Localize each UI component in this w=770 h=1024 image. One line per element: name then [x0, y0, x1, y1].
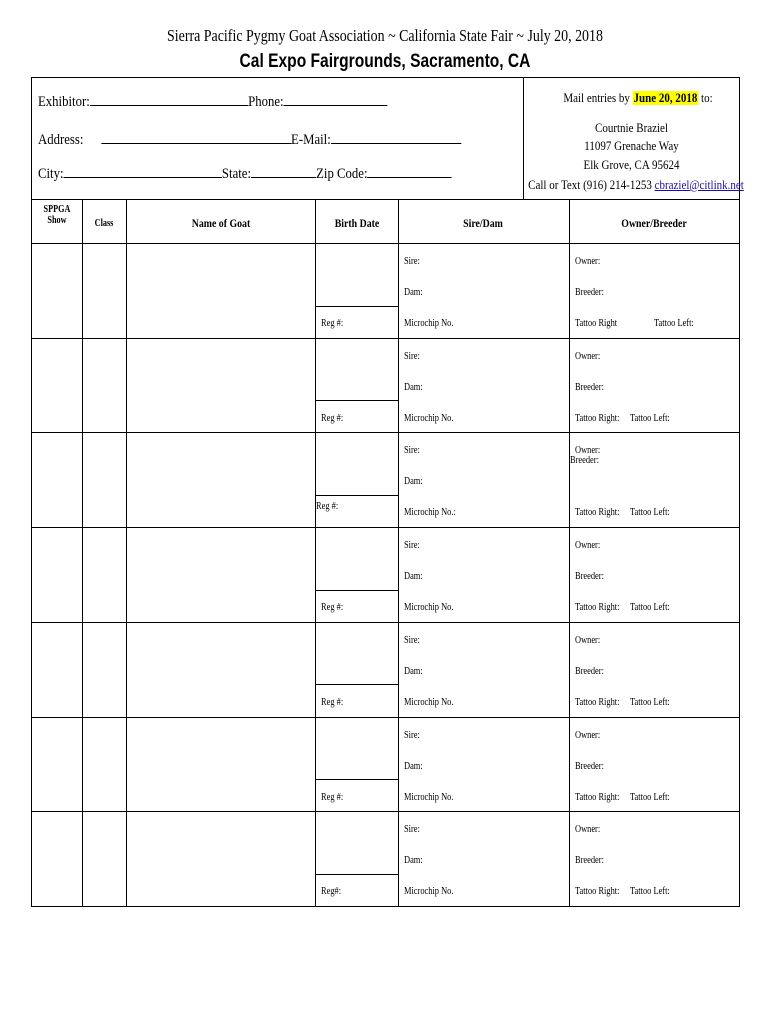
tattoo-left-label: Tattoo Left:: [630, 792, 670, 803]
form-title: Sierra Pacific Pygmy Goat Association ~ California State Fair ~ July 20, 2018: [167, 26, 603, 45]
birth-date-cell[interactable]: [316, 433, 398, 495]
mail-box-divider: [523, 77, 524, 200]
email-field[interactable]: [331, 131, 461, 144]
goat-name-cell[interactable]: [127, 623, 315, 716]
breeder-label: Breeder:: [575, 666, 604, 677]
show-cell[interactable]: [32, 244, 82, 337]
dam-label: Dam:: [404, 666, 423, 677]
state-label: State:: [221, 166, 252, 182]
reg-number-label: Reg #:: [321, 318, 344, 329]
breeder-label: Breeder:: [575, 855, 604, 866]
class-cell[interactable]: [83, 433, 126, 526]
recipient-name: Courtnie Braziel: [594, 121, 669, 135]
birth-date-cell[interactable]: [316, 528, 398, 590]
sire-label: Sire:: [404, 824, 420, 835]
birth-date-underline: [315, 779, 399, 780]
goat-name-cell[interactable]: [127, 528, 315, 621]
microchip-label: Microchip No.: [404, 697, 454, 708]
mail-deadline-line: [550, 91, 726, 106]
tattoo-left-label: Tattoo Left:: [630, 602, 670, 613]
microchip-label: Microchip No.: [404, 413, 454, 424]
microchip-label: Microchip No.: [404, 602, 454, 613]
sire-label: Sire:: [404, 635, 420, 646]
exhibitor-field[interactable]: [90, 93, 248, 106]
header-birth: Birth Date: [334, 216, 380, 230]
goat-name-cell[interactable]: [127, 433, 315, 526]
row-divider: [31, 906, 740, 907]
tattoo-left-label: Tattoo Left:: [630, 413, 670, 424]
tattoo-right-label: Tattoo Right:: [575, 507, 620, 518]
birth-date-cell[interactable]: [316, 718, 398, 780]
goat-name-cell[interactable]: [127, 244, 315, 337]
mail-prefix: Mail entries by: [563, 91, 630, 105]
owner-label: Owner:: [575, 730, 601, 741]
class-cell[interactable]: [83, 528, 126, 621]
header-class: Class: [94, 218, 114, 229]
city-field[interactable]: [64, 165, 222, 178]
breeder-label: Breeder:: [575, 761, 604, 772]
birth-date-underline: [315, 495, 399, 496]
class-cell[interactable]: [83, 718, 126, 811]
dam-label: Dam:: [404, 382, 423, 393]
show-cell[interactable]: [32, 528, 82, 621]
phone-label: Phone:: [248, 94, 284, 110]
goat-name-cell[interactable]: [127, 339, 315, 432]
class-cell[interactable]: [83, 623, 126, 716]
zip-field[interactable]: [368, 165, 452, 178]
goat-name-cell[interactable]: [127, 718, 315, 811]
microchip-label: Microchip No.: [404, 318, 454, 329]
tattoo-right-label: Tattoo Right:: [575, 886, 620, 897]
city-label: City:: [38, 166, 64, 182]
tattoo-left-label: Tattoo Left:: [654, 318, 694, 329]
address-field[interactable]: [101, 131, 291, 144]
reg-number-label: Reg #:: [321, 792, 344, 803]
tattoo-right-label: Tattoo Right:: [575, 697, 620, 708]
tattoo-left-label: Tattoo Left:: [630, 507, 670, 518]
class-cell[interactable]: [83, 244, 126, 337]
address-label: Address:: [38, 132, 84, 148]
form-right-border: [739, 77, 740, 906]
sire-label: Sire:: [404, 540, 420, 551]
contact-email-link[interactable]: cbraziel@citlink.net: [654, 178, 744, 192]
column-divider: [569, 199, 570, 906]
contact-line: [528, 178, 744, 193]
breeder-label: Breeder:: [575, 571, 604, 582]
dam-label: Dam:: [404, 761, 423, 772]
contact-phone: Call or Text (916) 214-1253: [528, 178, 652, 192]
birth-date-underline: [315, 306, 399, 307]
breeder-label: Breeder:: [575, 287, 604, 298]
birth-date-underline: [315, 590, 399, 591]
reg-number-label: Reg #:: [316, 501, 339, 512]
microchip-label: Microchip No.:: [404, 507, 456, 518]
show-cell[interactable]: [32, 433, 82, 526]
state-field[interactable]: [251, 165, 316, 178]
recipient-city: Elk Grove, CA 95624: [583, 158, 680, 172]
sire-label: Sire:: [404, 445, 420, 456]
breeder-label: Breeder:: [575, 382, 604, 393]
deadline-date: June 20, 2018: [633, 91, 698, 105]
tattoo-right-label: Tattoo Right:: [575, 792, 620, 803]
show-cell[interactable]: [32, 718, 82, 811]
tattoo-left-label: Tattoo Left:: [630, 697, 670, 708]
owner-label: Owner:: [575, 824, 601, 835]
tattoo-right-label: Tattoo Right: [575, 318, 618, 329]
birth-date-cell[interactable]: [316, 623, 398, 685]
tattoo-right-label: Tattoo Right:: [575, 602, 620, 613]
city-line[interactable]: [38, 165, 452, 183]
info-box-top-border: [31, 77, 740, 78]
goat-name-cell[interactable]: [127, 812, 315, 905]
owner-label: Owner:: [575, 351, 601, 362]
sire-label: Sire:: [404, 256, 420, 267]
birth-date-cell[interactable]: [316, 812, 398, 874]
header-sire-dam: Sire/Dam: [463, 216, 503, 230]
microchip-label: Microchip No.: [404, 792, 454, 803]
show-cell[interactable]: [32, 339, 82, 432]
tattoo-right-label: Tattoo Right:: [575, 413, 620, 424]
dam-label: Dam:: [404, 287, 423, 298]
dam-label: Dam:: [404, 855, 423, 866]
dam-label: Dam:: [404, 571, 423, 582]
owner-label: Owner:: [575, 635, 601, 646]
mail-suffix: to:: [701, 91, 713, 105]
owner-label: Owner:: [575, 256, 601, 267]
birth-date-underline: [315, 874, 399, 875]
recipient-street: 11097 Grenache Way: [584, 139, 679, 153]
show-cell[interactable]: [32, 623, 82, 716]
breeder-label: Breeder:: [570, 455, 599, 466]
phone-field[interactable]: [284, 93, 388, 106]
reg-number-label: Reg #:: [321, 602, 344, 613]
info-box-bottom-border: [31, 199, 740, 200]
header-name: Name of Goat: [191, 216, 251, 230]
sire-label: Sire:: [404, 730, 420, 741]
birth-date-cell[interactable]: [316, 339, 398, 401]
show-cell[interactable]: [32, 812, 82, 905]
birth-date-cell[interactable]: [316, 244, 398, 306]
sire-label: Sire:: [404, 351, 420, 362]
dam-label: Dam:: [404, 476, 423, 487]
venue-subtitle: Cal Expo Fairgrounds, Sacramento, CA: [239, 51, 531, 72]
zip-label: Zip Code:: [316, 166, 368, 182]
reg-number-label: Reg#:: [321, 886, 342, 897]
header-show: SPPGA Show: [43, 204, 71, 226]
exhibitor-line[interactable]: [38, 93, 387, 111]
exhibitor-label: Exhibitor:: [38, 94, 90, 110]
reg-number-label: Reg #:: [321, 697, 344, 708]
address-line[interactable]: [38, 131, 461, 149]
owner-label: Owner:: [575, 445, 601, 456]
header-owner-breeder: Owner/Breeder: [621, 216, 687, 230]
tattoo-left-label: Tattoo Left:: [630, 886, 670, 897]
email-label: E-Mail:: [291, 132, 331, 148]
microchip-label: Microchip No.: [404, 886, 454, 897]
reg-number-label: Reg #:: [321, 413, 344, 424]
owner-label: Owner:: [575, 540, 601, 551]
class-cell[interactable]: [83, 339, 126, 432]
class-cell[interactable]: [83, 812, 126, 905]
